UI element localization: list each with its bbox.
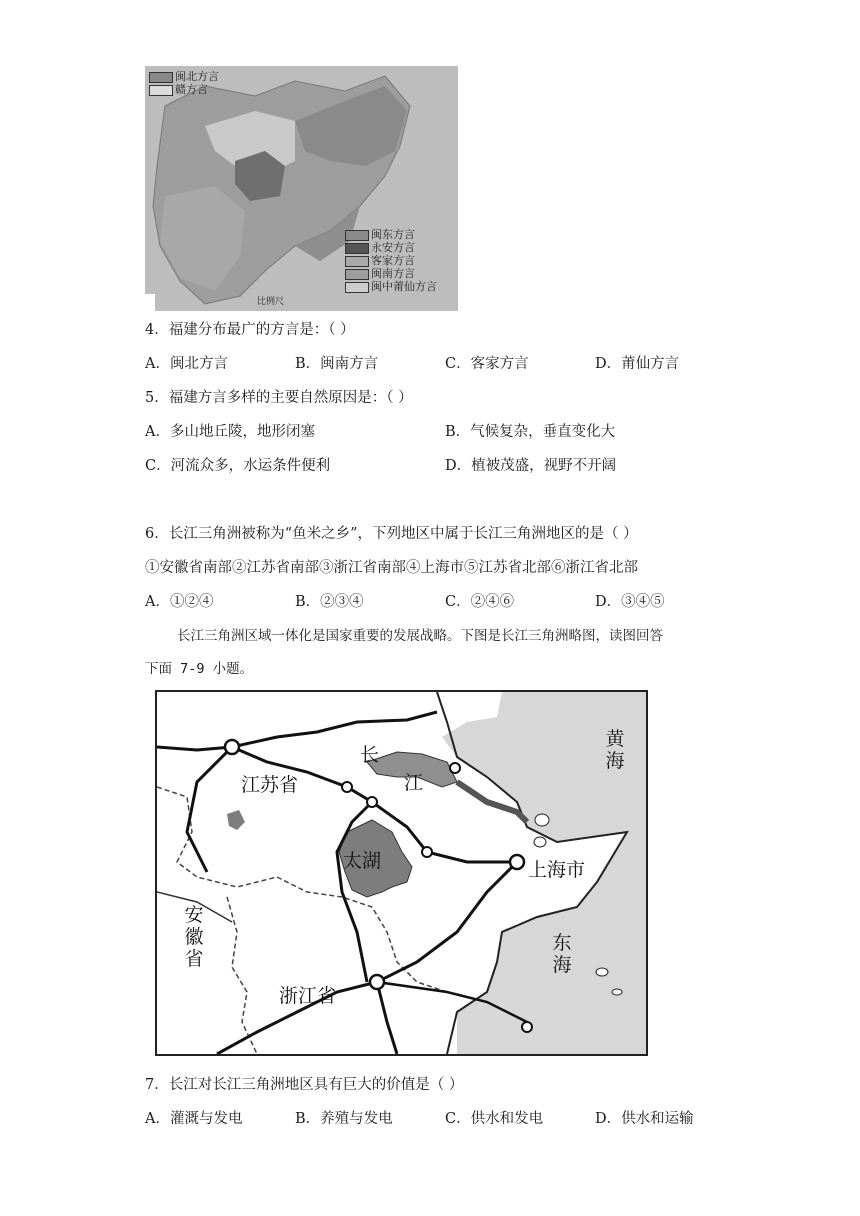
railway	[187, 747, 232, 872]
legend-kejia	[345, 254, 437, 267]
legend-label: 永安方言	[371, 241, 415, 254]
label-jiangsu: 江苏省	[241, 774, 299, 796]
label-zhejiang: 浙江省	[279, 985, 337, 1007]
legend-minnan	[345, 267, 437, 280]
q7-option-a: A．灌溉与发电	[145, 1111, 243, 1127]
city-node	[367, 797, 377, 807]
passage-line-1: 长江三角洲区域一体化是国家重要的发展战略。下图是长江三角洲略图，读图回答	[177, 628, 663, 644]
label-east-sea: 东海	[552, 932, 572, 976]
q6-option-d: D．③④⑤	[595, 594, 665, 610]
q5-option-c: C．河流众多，水运条件便利	[145, 458, 331, 474]
question-6-stem: 6．长江三角洲被称为“鱼米之乡”，下列地区中属于长江三角洲地区的是（ ）	[145, 526, 638, 542]
q5-option-b: B．气候复杂，垂直变化大	[445, 424, 616, 440]
question-5-stem: 5．福建方言多样的主要自然原因是：（ ）	[145, 390, 413, 406]
legend-gan	[149, 83, 219, 96]
q7-option-d: D．供水和运输	[595, 1111, 694, 1127]
swatch-minnan	[345, 269, 369, 280]
island	[596, 968, 608, 976]
q4-option-a: A．闽北方言	[145, 356, 228, 372]
scale-bar: 比例尺	[257, 297, 285, 307]
q7-option-b: B．养殖与发电	[295, 1111, 393, 1127]
city-node	[422, 847, 432, 857]
legend-label: 赣方言	[175, 83, 208, 96]
small-lake	[227, 810, 245, 830]
q4-option-b: B．闽南方言	[295, 356, 379, 372]
question-4-stem: 4．福建分布最广的方言是：（ ）	[145, 322, 355, 338]
label-anhui: 安徽省	[184, 904, 204, 970]
railway	[377, 982, 397, 1054]
city-nanjing	[225, 740, 239, 754]
swatch-yongan	[345, 243, 369, 254]
passage-line-2: 下面 7-9 小题。	[145, 661, 254, 677]
legend-label: 闽北方言	[175, 70, 219, 83]
legend-puxian	[345, 280, 437, 293]
q4-option-c: C．客家方言	[445, 356, 529, 372]
island	[535, 814, 549, 826]
fujian-dialect-map	[145, 66, 458, 311]
yangtze-delta-map	[155, 690, 648, 1056]
swatch-kejia	[345, 256, 369, 267]
province-border	[227, 897, 257, 1054]
q6-option-a: A．①②④	[145, 594, 214, 610]
question-7-stem: 7．长江对长江三角洲地区具有巨大的价值是（ ）	[145, 1077, 464, 1093]
legend-minbei	[149, 70, 219, 83]
label-taihu: 太湖	[343, 850, 382, 872]
island	[534, 837, 546, 847]
legend-label: 闽东方言	[371, 228, 415, 241]
q5-option-a: A．多山地丘陵，地形闭塞	[145, 424, 315, 440]
legend-mindong	[345, 228, 437, 241]
question-6-items: ①安徽省南部②江苏省南部③浙江省南部④上海市⑤江苏省北部⑥浙江省北部	[145, 560, 638, 576]
city-hangzhou	[370, 975, 384, 989]
label-yellow-sea: 黄海	[605, 728, 625, 772]
swatch-mindong	[345, 230, 369, 241]
legend-label: 闽中莆仙方言	[371, 280, 437, 293]
railway	[157, 712, 437, 750]
city-node	[522, 1022, 532, 1032]
city-node	[450, 763, 460, 773]
swatch-minbei	[149, 72, 173, 83]
legend-label: 闽南方言	[371, 267, 415, 280]
legend-bottom	[345, 228, 437, 293]
legend-yongan	[345, 241, 437, 254]
label-chang: 长	[360, 744, 380, 766]
q5-option-d: D．植被茂盛，视野不开阔	[445, 458, 617, 474]
island	[612, 989, 622, 995]
swatch-gan	[149, 85, 173, 96]
q6-option-b: B．②③④	[295, 594, 364, 610]
q7-option-c: C．供水和发电	[445, 1111, 544, 1127]
label-jiang: 江	[404, 772, 424, 794]
label-shanghai: 上海市	[528, 859, 586, 881]
legend-label: 客家方言	[371, 254, 415, 267]
swatch-puxian	[345, 282, 369, 293]
q6-option-c: C．②④⑥	[445, 594, 515, 610]
legend-top	[149, 70, 219, 96]
city-shanghai	[510, 855, 524, 869]
q4-option-d: D．莆仙方言	[595, 356, 680, 372]
city-node	[342, 782, 352, 792]
